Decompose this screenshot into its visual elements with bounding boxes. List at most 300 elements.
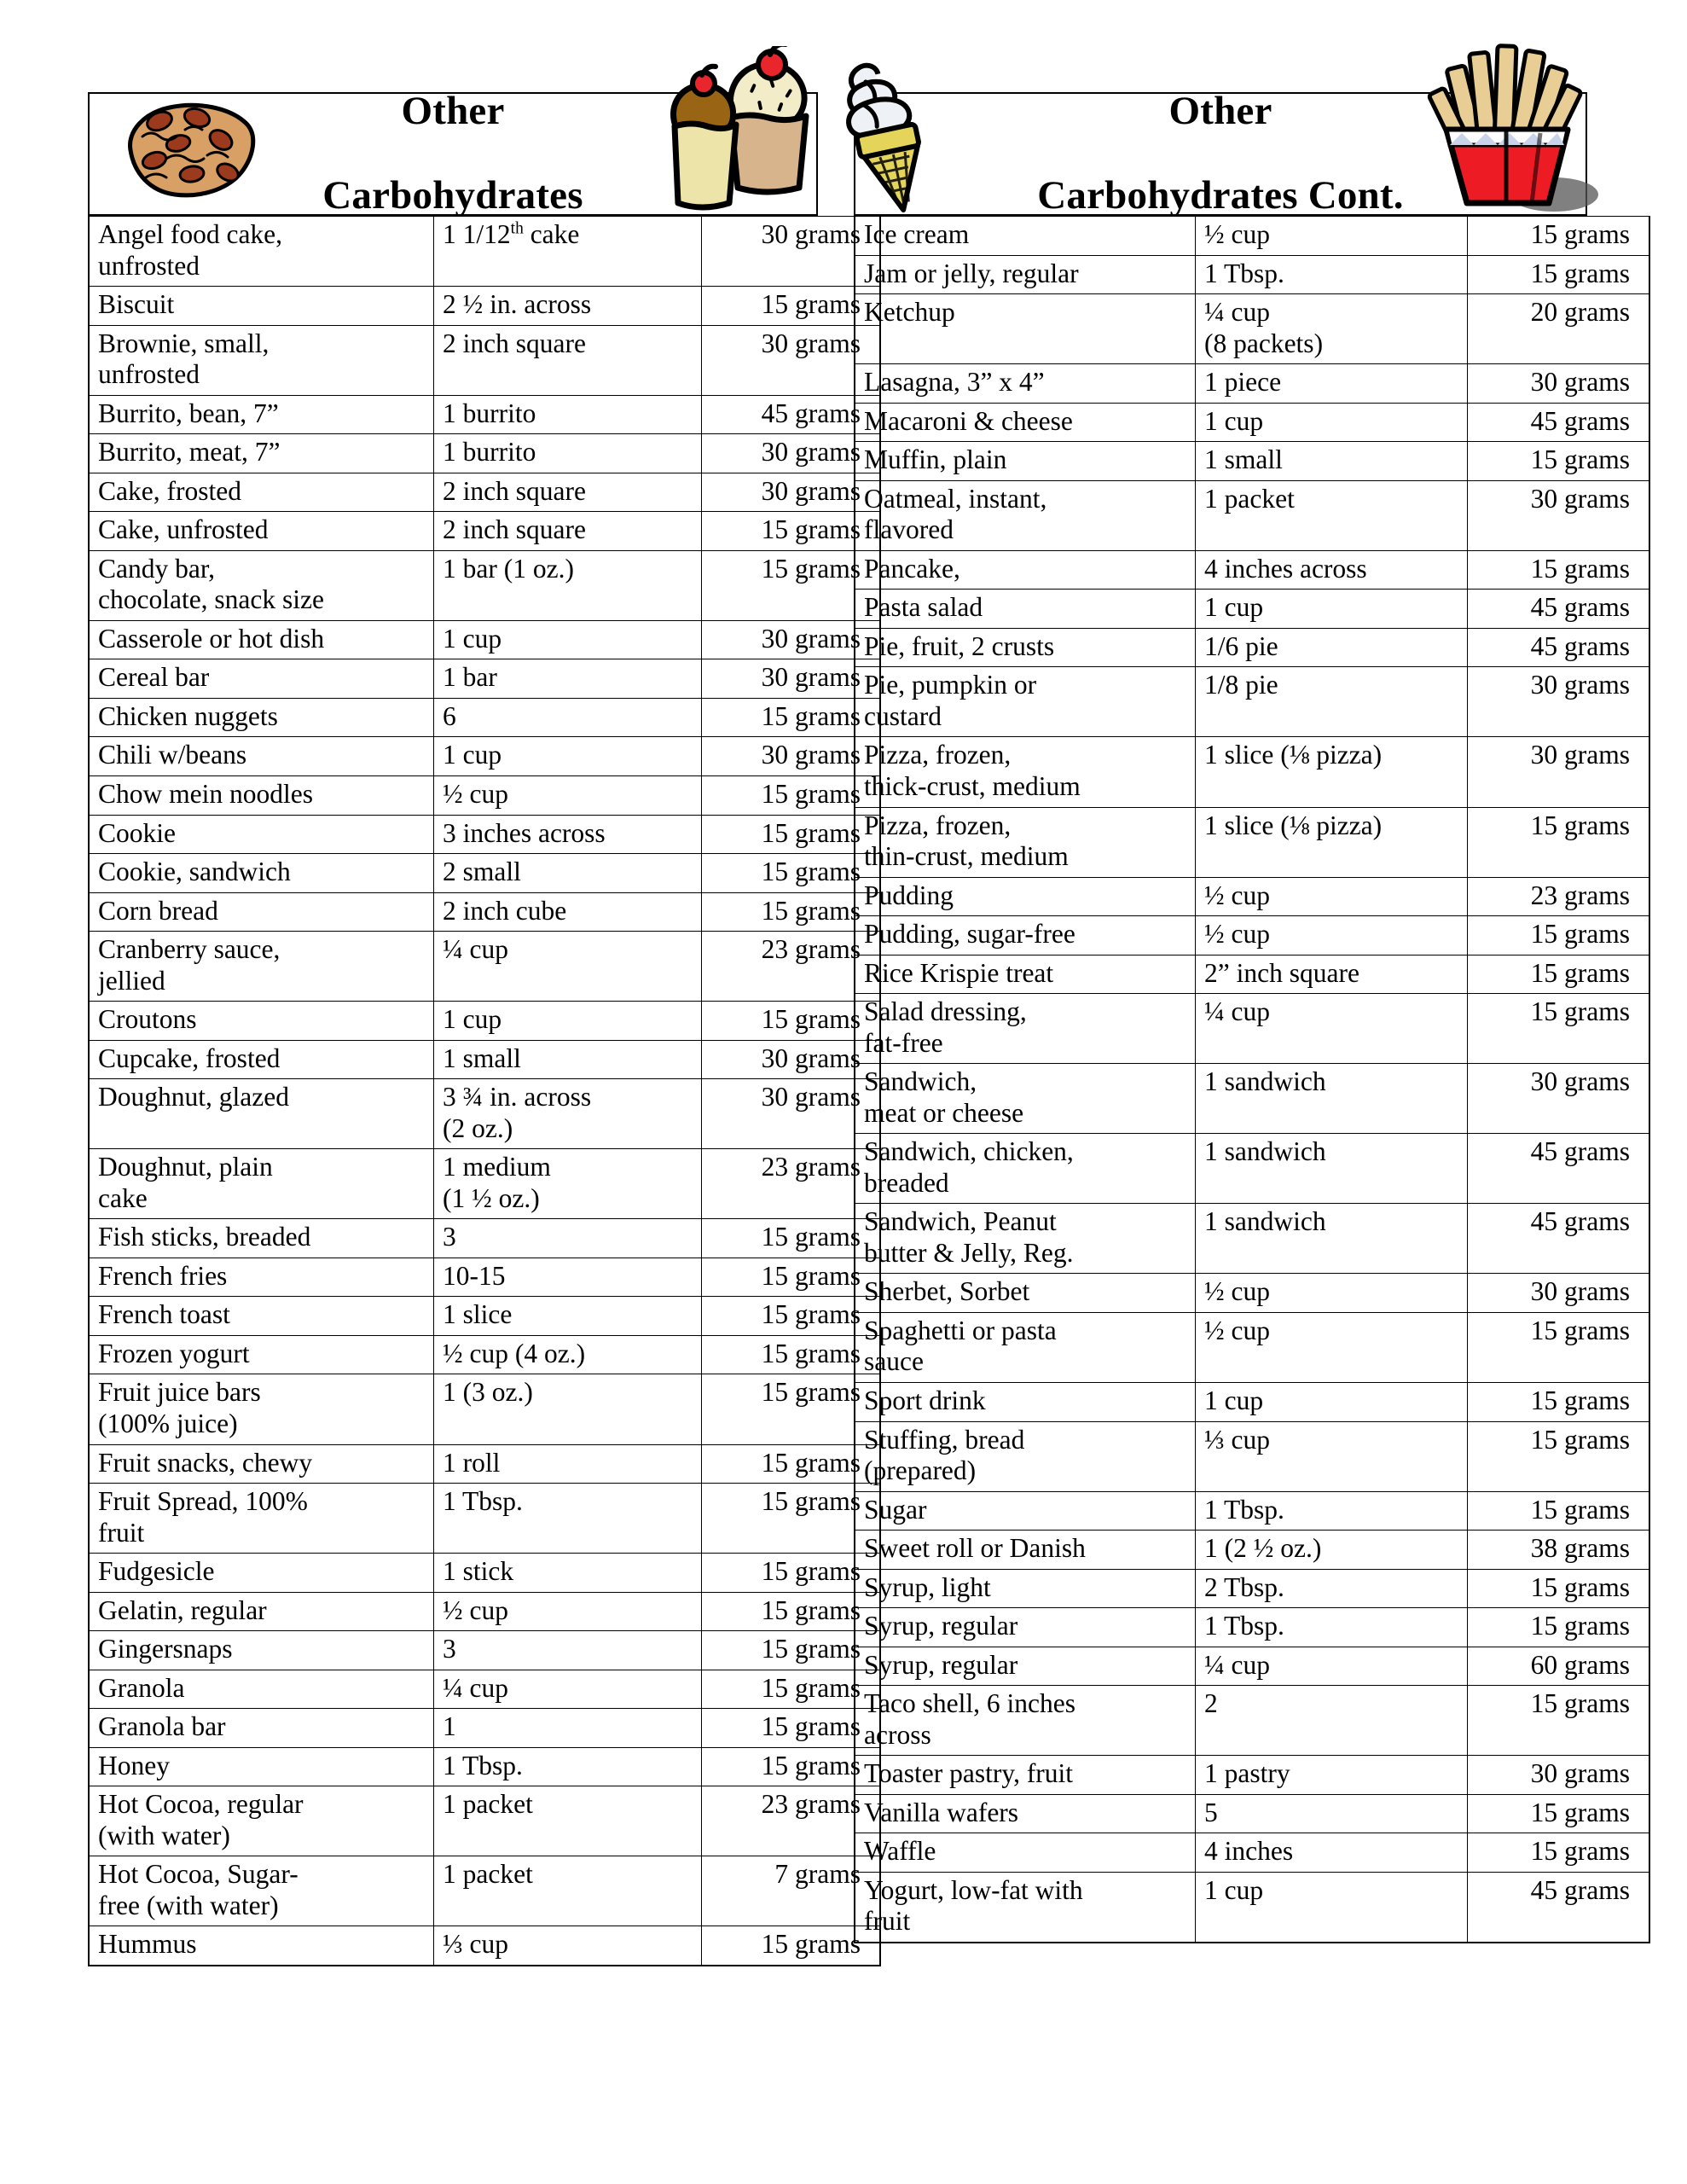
- food-name-cell: [89, 550, 434, 620]
- serving-size-cell: [434, 287, 702, 326]
- left-card-header: [88, 88, 818, 218]
- serving-size-cell: [1196, 1064, 1468, 1134]
- carbohydrate-amount-cell: 15 grams: [1468, 255, 1650, 294]
- serving-size-cell: [434, 1631, 702, 1670]
- cell-line: Sandwich, Peanut: [864, 1206, 1057, 1237]
- food-name-cell: [855, 916, 1196, 956]
- serving-size-cell: [1196, 1531, 1468, 1570]
- cell-line: Fruit Spread, 100%: [98, 1486, 308, 1517]
- carbohydrate-amount-cell: 15 grams: [702, 1374, 881, 1444]
- food-name-cell: [89, 1258, 434, 1297]
- cell-line: Muffin, plain: [864, 444, 1007, 475]
- cell-line: 2 ½ in. across: [443, 289, 592, 320]
- table-row: [855, 1833, 1649, 1873]
- cell-line: ½ cup: [1204, 1315, 1270, 1345]
- carbohydrate-amount-cell: 15 grams: [1468, 1383, 1650, 1422]
- cell-line: 1 small: [1204, 444, 1283, 475]
- cell-line: Sugar: [864, 1494, 927, 1525]
- table-row: [89, 1484, 880, 1554]
- serving-size-cell: [1196, 1833, 1468, 1873]
- cell-line: ¼ cup: [443, 1672, 508, 1703]
- table-row: [855, 480, 1649, 550]
- left-card-title-line2: Carbohydrates: [322, 173, 583, 218]
- cell-line: across: [864, 1719, 931, 1750]
- cell-line: Sandwich,: [864, 1066, 977, 1097]
- food-name-cell: [855, 628, 1196, 667]
- food-name-cell: [855, 994, 1196, 1064]
- food-name-cell: [855, 1608, 1196, 1647]
- cell-line: 1 cup: [443, 623, 502, 653]
- cell-line: 2 small: [443, 857, 521, 887]
- cell-line: Cookie, sandwich: [98, 857, 291, 887]
- carbohydrate-amount-cell: 30 grams: [702, 737, 881, 776]
- table-row: [855, 1756, 1649, 1795]
- table-row: [855, 1134, 1649, 1204]
- food-name-cell: [89, 1747, 434, 1786]
- carbohydrate-amount-cell: 15 grams: [702, 698, 881, 737]
- carbohydrate-amount-cell: 38 grams: [1468, 1531, 1650, 1570]
- table-row: [855, 877, 1649, 916]
- serving-size-cell: [1196, 1756, 1468, 1795]
- cell-line: Taco shell, 6 inches: [864, 1688, 1075, 1719]
- serving-size-cell: [1196, 737, 1468, 807]
- food-name-cell: [89, 1631, 434, 1670]
- food-name-cell: [89, 1856, 434, 1926]
- cell-line: 1 stick: [443, 1556, 514, 1587]
- cell-line: ¼ cup: [1204, 996, 1270, 1027]
- cell-line: Yogurt, low-fat with: [864, 1874, 1083, 1905]
- food-name-cell: [89, 737, 434, 776]
- serving-size-cell: [434, 1747, 702, 1786]
- table-row: [89, 1554, 880, 1593]
- carbohydrate-amount-cell: 15 grams: [702, 1631, 881, 1670]
- cell-line: (2 oz.): [443, 1112, 513, 1143]
- serving-size-cell: [434, 1786, 702, 1856]
- serving-size-cell: [434, 1592, 702, 1631]
- cell-line: 1/8 pie: [1204, 670, 1278, 700]
- carbohydrate-amount-cell: 15 grams: [702, 854, 881, 893]
- carbohydrate-amount-cell: 15 grams: [702, 1747, 881, 1786]
- cell-line: 2: [1204, 1688, 1218, 1719]
- serving-size-cell: [434, 659, 702, 699]
- cell-line: Lasagna, 3” x 4”: [864, 367, 1045, 398]
- cell-line: sauce: [864, 1346, 924, 1377]
- cell-line: Syrup, regular: [864, 1649, 1018, 1680]
- serving-size-cell: [434, 1149, 702, 1219]
- ice-cream-cone-icon: [835, 43, 954, 218]
- cell-line: Burrito, bean, 7”: [98, 398, 279, 428]
- cell-line: 1 cup: [1204, 1874, 1264, 1905]
- food-name-cell: [89, 1002, 434, 1041]
- cell-line: (with water): [98, 1820, 230, 1850]
- cell-line: Pie, pumpkin or: [864, 670, 1037, 700]
- serving-size-cell: [434, 1709, 702, 1748]
- cell-line: ⅓ cup: [1204, 1424, 1270, 1455]
- table-row: [855, 1531, 1649, 1570]
- cell-line: Cupcake, frosted: [98, 1043, 281, 1073]
- table-row: [89, 620, 880, 659]
- carbohydrate-amount-cell: 23 grams: [1468, 877, 1650, 916]
- cell-line: Cookie: [98, 817, 176, 848]
- cell-line: Ketchup: [864, 297, 955, 328]
- food-name-cell: [89, 854, 434, 893]
- cell-line: Pudding, sugar-free: [864, 919, 1075, 950]
- carbohydrate-amount-cell: 15 grams: [702, 1297, 881, 1336]
- cell-line: ½ cup: [1204, 219, 1270, 249]
- serving-size-cell: [1196, 442, 1468, 481]
- food-name-cell: [855, 1491, 1196, 1531]
- table-row: [89, 1631, 880, 1670]
- cell-line: 1 bar: [443, 662, 497, 693]
- serving-size-cell: [1196, 550, 1468, 590]
- cell-line: 1 cup: [443, 1004, 502, 1035]
- cell-line: Rice Krispie treat: [864, 957, 1054, 988]
- left-carbohydrate-table: [88, 216, 881, 1966]
- cell-line: ½ cup: [1204, 880, 1270, 910]
- cell-line: 1 slice (⅛ pizza): [1204, 740, 1383, 770]
- cell-line: unfrosted: [98, 250, 200, 281]
- cell-line: 1 small: [443, 1043, 521, 1073]
- food-name-cell: [89, 1484, 434, 1554]
- table-row: [855, 994, 1649, 1064]
- table-row: [89, 1926, 880, 1966]
- table-row: [89, 659, 880, 699]
- carbohydrate-amount-cell: 30 grams: [702, 659, 881, 699]
- table-row: [855, 550, 1649, 590]
- cell-line: ¼ cup: [443, 934, 508, 965]
- serving-size-cell: [1196, 916, 1468, 956]
- serving-size-cell: [434, 512, 702, 551]
- serving-size-cell: [1196, 364, 1468, 404]
- carbohydrate-amount-cell: 15 grams: [702, 1670, 881, 1709]
- serving-size-cell: [1196, 1421, 1468, 1491]
- carbohydrate-amount-cell: 15 grams: [1468, 994, 1650, 1064]
- table-row: [855, 442, 1649, 481]
- cell-line: 1 Tbsp.: [1204, 258, 1284, 288]
- carbohydrate-amount-cell: 23 grams: [702, 1786, 881, 1856]
- food-name-cell: [855, 1794, 1196, 1833]
- food-name-cell: [89, 775, 434, 815]
- carbohydrate-amount-cell: 15 grams: [702, 1709, 881, 1748]
- carbohydrate-amount-cell: 30 grams: [1468, 667, 1650, 737]
- serving-size-cell: [1196, 955, 1468, 994]
- cell-line: custard: [864, 700, 942, 731]
- carbohydrate-amount-cell: 15 grams: [702, 815, 881, 854]
- table-row: [89, 932, 880, 1002]
- serving-size-cell: [1196, 1794, 1468, 1833]
- carbohydrate-amount-cell: 15 grams: [702, 1592, 881, 1631]
- right-card-title-line2: Carbohydrates Cont.: [1037, 173, 1404, 218]
- table-row: [855, 807, 1649, 877]
- cell-line: 1 1/12th cake: [443, 219, 580, 249]
- carbohydrate-amount-cell: 45 grams: [1468, 1872, 1650, 1943]
- table-row: [89, 1258, 880, 1297]
- serving-size-cell: [434, 620, 702, 659]
- carbohydrate-amount-cell: 15 grams: [1468, 442, 1650, 481]
- food-name-cell: [89, 287, 434, 326]
- cell-line: thick-crust, medium: [864, 770, 1081, 801]
- cell-line: meat or cheese: [864, 1097, 1024, 1128]
- cell-line: fruit: [98, 1517, 145, 1548]
- food-name-cell: [855, 550, 1196, 590]
- table-row: [89, 325, 880, 395]
- carbohydrate-amount-cell: 30 grams: [702, 1079, 881, 1149]
- food-name-cell: [89, 1219, 434, 1258]
- cell-line: (1 ½ oz.): [443, 1182, 540, 1213]
- cell-line: Croutons: [98, 1004, 197, 1035]
- cell-line: 4 inches: [1204, 1836, 1294, 1867]
- carbohydrate-amount-cell: 45 grams: [1468, 590, 1650, 629]
- food-name-cell: [855, 1312, 1196, 1382]
- serving-size-cell: [434, 1554, 702, 1593]
- carbohydrate-amount-cell: 15 grams: [1468, 1794, 1650, 1833]
- cell-line: 1 sandwich: [1204, 1136, 1326, 1167]
- cell-line: 1 Tbsp.: [443, 1750, 523, 1780]
- cell-line: Syrup, light: [864, 1571, 991, 1602]
- serving-size-cell: [1196, 403, 1468, 442]
- carbohydrate-amount-cell: 20 grams: [1468, 294, 1650, 364]
- serving-size-cell: [434, 815, 702, 854]
- table-row: [89, 550, 880, 620]
- food-name-cell: [89, 1040, 434, 1079]
- carbohydrate-amount-cell: 15 grams: [702, 550, 881, 620]
- food-name-cell: [855, 737, 1196, 807]
- serving-size-cell: [434, 932, 702, 1002]
- carbohydrate-amount-cell: 30 grams: [702, 473, 881, 512]
- cell-line: 1 slice (⅛ pizza): [1204, 810, 1383, 840]
- carbohydrate-amount-cell: 15 grams: [1468, 955, 1650, 994]
- cell-line: Syrup, regular: [864, 1611, 1018, 1641]
- food-name-cell: [855, 807, 1196, 877]
- food-name-cell: [855, 955, 1196, 994]
- cell-line: Cake, frosted: [98, 475, 241, 506]
- carbohydrate-amount-cell: 45 grams: [702, 395, 881, 434]
- food-name-cell: [855, 480, 1196, 550]
- serving-size-cell: [434, 698, 702, 737]
- cell-line: 1 sandwich: [1204, 1066, 1326, 1097]
- serving-size-cell: [434, 1002, 702, 1041]
- cell-line: fat-free: [864, 1027, 943, 1058]
- carbohydrate-amount-cell: 30 grams: [1468, 1064, 1650, 1134]
- cell-line: Granola: [98, 1672, 185, 1703]
- serving-size-cell: [1196, 480, 1468, 550]
- cell-line: cake: [98, 1182, 148, 1213]
- cell-line: ¼ cup: [1204, 297, 1270, 328]
- cell-line: 1 cup: [1204, 1385, 1264, 1415]
- cell-line: chocolate, snack size: [98, 584, 324, 615]
- food-name-cell: [89, 1786, 434, 1856]
- table-row: [855, 1421, 1649, 1491]
- cell-line: Vanilla wafers: [864, 1797, 1019, 1827]
- table-row: [89, 1444, 880, 1484]
- table-row: [855, 590, 1649, 629]
- carbohydrate-amount-cell: 30 grams: [702, 1040, 881, 1079]
- serving-size-cell: [434, 854, 702, 893]
- food-name-cell: [89, 512, 434, 551]
- cell-line: flavored: [864, 514, 954, 545]
- cell-line: (prepared): [864, 1455, 977, 1486]
- table-row: [855, 1312, 1649, 1382]
- food-name-cell: [89, 698, 434, 737]
- serving-size-cell: [1196, 877, 1468, 916]
- food-name-cell: [855, 590, 1196, 629]
- serving-size-cell: [1196, 1872, 1468, 1943]
- carbohydrate-amount-cell: 30 grams: [1468, 364, 1650, 404]
- table-row: [89, 1786, 880, 1856]
- table-row: [89, 1297, 880, 1336]
- serving-size-cell: [434, 473, 702, 512]
- food-name-cell: [89, 395, 434, 434]
- cell-line: Doughnut, plain: [98, 1152, 273, 1182]
- cell-line: 1 piece: [1204, 367, 1282, 398]
- cell-line: 3 ¾ in. across: [443, 1082, 592, 1112]
- carbohydrate-amount-cell: 30 grams: [702, 217, 881, 287]
- serving-size-cell: [1196, 1686, 1468, 1756]
- serving-size-cell: [434, 1484, 702, 1554]
- cell-line: Oatmeal, instant,: [864, 483, 1047, 514]
- carbohydrate-amount-cell: 15 grams: [702, 1002, 881, 1041]
- food-name-cell: [855, 294, 1196, 364]
- carbohydrate-amount-cell: 15 grams: [1468, 1491, 1650, 1531]
- cell-line: Gelatin, regular: [98, 1594, 267, 1625]
- right-card-title-line1: Other: [1168, 88, 1272, 133]
- cell-line: 2 inch square: [443, 475, 586, 506]
- serving-size-cell: [434, 1258, 702, 1297]
- cell-line: 1 Tbsp.: [1204, 1494, 1284, 1525]
- cell-line: Fish sticks, breaded: [98, 1222, 311, 1252]
- serving-size-cell: [1196, 994, 1468, 1064]
- food-name-cell: [89, 1709, 434, 1748]
- carbohydrate-amount-cell: 15 grams: [1468, 1569, 1650, 1608]
- carbohydrate-amount-cell: 30 grams: [1468, 480, 1650, 550]
- carbohydrate-amount-cell: 60 grams: [1468, 1647, 1650, 1686]
- right-card-header: [854, 88, 1587, 218]
- cell-line: Fruit snacks, chewy: [98, 1447, 313, 1478]
- cell-line: 3: [443, 1634, 456, 1664]
- table-row: [89, 1219, 880, 1258]
- food-name-cell: [89, 1374, 434, 1444]
- cell-line: Biscuit: [98, 289, 175, 320]
- carbohydrate-amount-cell: 30 grams: [1468, 1274, 1650, 1313]
- cell-line: 1 roll: [443, 1447, 501, 1478]
- cell-line: Spaghetti or pasta: [864, 1315, 1057, 1345]
- food-name-cell: [89, 1670, 434, 1709]
- food-name-cell: [89, 1297, 434, 1336]
- carbohydrate-amount-cell: 15 grams: [702, 1926, 881, 1966]
- food-name-cell: [89, 1444, 434, 1484]
- cell-line: Gingersnaps: [98, 1634, 233, 1664]
- carbohydrate-amount-cell: 15 grams: [1468, 1421, 1650, 1491]
- carbohydrate-amount-cell: 15 grams: [1468, 1833, 1650, 1873]
- cell-line: 1 (3 oz.): [443, 1377, 533, 1408]
- carbohydrate-amount-cell: 23 grams: [702, 1149, 881, 1219]
- carbohydrate-amount-cell: 30 grams: [1468, 737, 1650, 807]
- food-name-cell: [855, 1531, 1196, 1570]
- carbohydrate-amount-cell: 45 grams: [1468, 1134, 1650, 1204]
- food-name-cell: [855, 1204, 1196, 1274]
- food-name-cell: [89, 1149, 434, 1219]
- table-row: [89, 434, 880, 473]
- table-row: [855, 737, 1649, 807]
- cell-line: Frozen yogurt: [98, 1338, 250, 1368]
- carbohydrate-amount-cell: 15 grams: [702, 775, 881, 815]
- carbohydrate-amount-cell: 15 grams: [702, 1554, 881, 1593]
- table-row: [855, 628, 1649, 667]
- serving-size-cell: [1196, 1569, 1468, 1608]
- serving-size-cell: [434, 395, 702, 434]
- cell-line: Toaster pastry, fruit: [864, 1758, 1074, 1789]
- food-name-cell: [855, 877, 1196, 916]
- table-row: [89, 395, 880, 434]
- food-name-cell: [89, 932, 434, 1002]
- food-name-cell: [89, 1554, 434, 1593]
- cell-line: Pizza, frozen,: [864, 740, 1012, 770]
- cell-line: 2 inch cube: [443, 895, 567, 926]
- table-row: [89, 892, 880, 932]
- cell-line: 1 cup: [443, 740, 502, 770]
- left-card-title-line1: Other: [401, 88, 505, 133]
- table-row: [855, 1383, 1649, 1422]
- right-carbohydrate-card: [854, 88, 1630, 1943]
- cell-line: 1 cup: [1204, 405, 1264, 436]
- food-name-cell: [855, 403, 1196, 442]
- cell-line: Angel food cake,: [98, 219, 283, 249]
- carbohydrate-amount-cell: 23 grams: [702, 932, 881, 1002]
- cell-line: (100% juice): [98, 1409, 238, 1438]
- table-row: [855, 403, 1649, 442]
- cell-line: butter & Jelly, Reg.: [864, 1237, 1074, 1268]
- carbohydrate-amount-cell: 15 grams: [1468, 1608, 1650, 1647]
- cell-line: Stuffing, bread: [864, 1424, 1025, 1455]
- food-name-cell: [855, 1134, 1196, 1204]
- serving-size-cell: [434, 325, 702, 395]
- cell-line: 1 slice: [443, 1299, 513, 1330]
- table-row: [855, 955, 1649, 994]
- table-row: [89, 1040, 880, 1079]
- cell-line: Ice cream: [864, 219, 970, 249]
- table-row: [855, 1794, 1649, 1833]
- carbohydrate-amount-cell: 30 grams: [702, 620, 881, 659]
- serving-size-cell: [1196, 255, 1468, 294]
- cell-line: Granola bar: [98, 1711, 226, 1742]
- cell-line: 1/6 pie: [1204, 630, 1278, 661]
- table-row: [89, 737, 880, 776]
- cell-line: Fudgesicle: [98, 1556, 215, 1587]
- food-name-cell: [89, 1335, 434, 1374]
- cell-line: breaded: [864, 1167, 949, 1198]
- table-row: [855, 1686, 1649, 1756]
- serving-size-cell: [434, 1297, 702, 1336]
- cell-line: Sandwich, chicken,: [864, 1136, 1074, 1167]
- table-row: [855, 1274, 1649, 1313]
- table-row: [89, 815, 880, 854]
- table-row: [855, 1064, 1649, 1134]
- food-name-cell: [89, 1592, 434, 1631]
- food-name-cell: [855, 364, 1196, 404]
- serving-size-cell: [434, 550, 702, 620]
- serving-size-cell: [1196, 1274, 1468, 1313]
- french-fries-icon: [1417, 41, 1601, 218]
- food-name-cell: [855, 1833, 1196, 1873]
- serving-size-cell: [434, 892, 702, 932]
- cell-line: Pie, fruit, 2 crusts: [864, 630, 1055, 661]
- cell-line: Salad dressing,: [864, 996, 1027, 1027]
- cell-line: ½ cup (4 oz.): [443, 1338, 586, 1368]
- cell-line: 1 bar (1 oz.): [443, 553, 574, 584]
- cell-line: ½ cup: [1204, 1276, 1270, 1307]
- table-row: [855, 667, 1649, 737]
- cell-line: 1 Tbsp.: [1204, 1611, 1284, 1641]
